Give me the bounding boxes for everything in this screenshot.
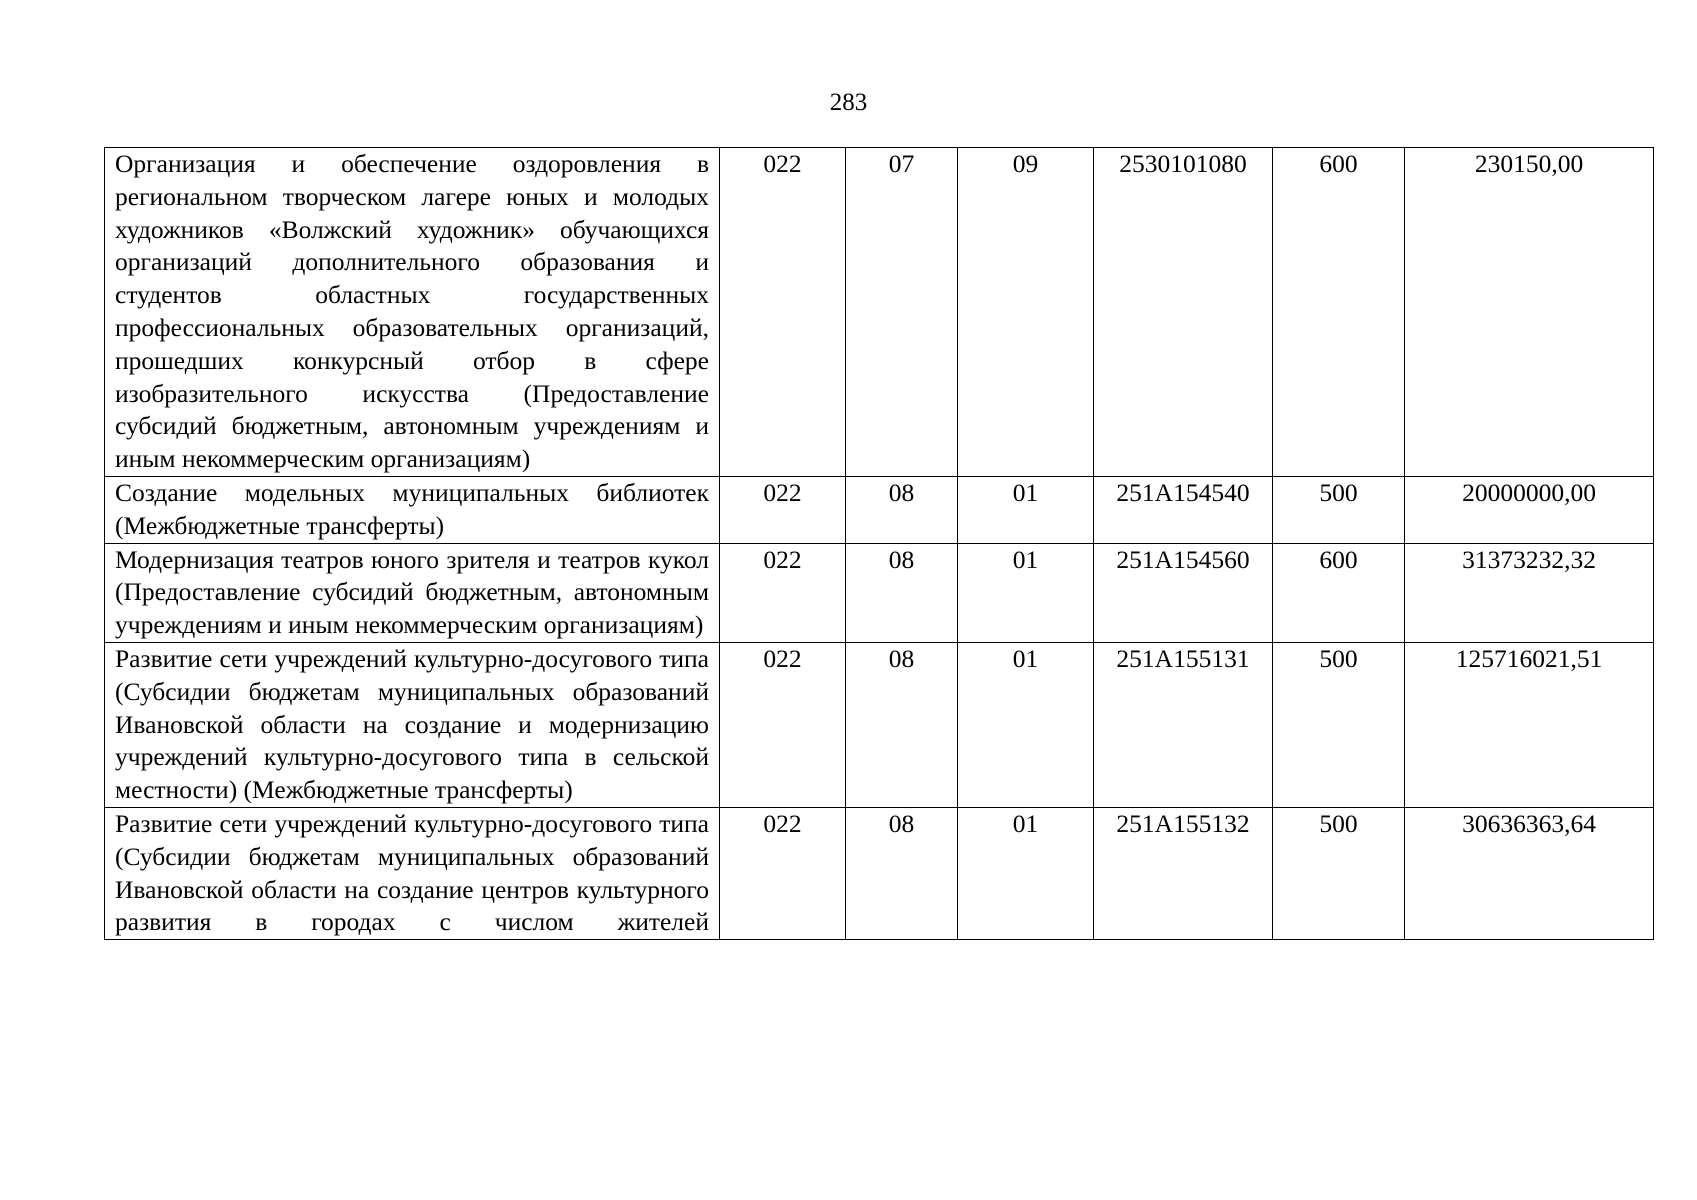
page-number: 283	[829, 89, 868, 116]
amount: 31373232,32	[1405, 543, 1654, 642]
table-row	[105, 807, 1654, 939]
table-row	[105, 642, 1654, 807]
target-article-code: 251A155131	[1094, 642, 1273, 807]
amount: 20000000,00	[1405, 476, 1654, 543]
row-name: Организация и обеспечение оздоровления в региональном творческом лагере юных и молодых художников «Волжский художник» обучающихся организаций дополнительного образования и студентов областных государственных профессиональных образовательных организаций, прошедших конкурсный отбор в сфере изобразительного искусства (Предоставление субсидий бюджетным, автономным учреждениям и иным некоммерческим организациям)	[105, 148, 720, 477]
table-row	[105, 543, 1654, 642]
section-code: 07	[846, 148, 958, 477]
ministry-code: 022	[720, 543, 846, 642]
subsection-code: 09	[958, 148, 1094, 477]
row-name-cell	[105, 807, 720, 939]
row-name: Модернизация театров юного зрителя и театров кукол (Предоставление субсидий бюджетным, автономным учреждениям и иным некоммерческим организациям)	[105, 543, 720, 642]
row-name: Развитие сети учреждений культурно-досугового типа (Субсидии бюджетам муниципальных образований Ивановской области на создание и модернизацию учреждений культурно-досугового типа в сельской местности) (Межбюджетные трансферты)	[105, 642, 720, 807]
amount: 30636363,64	[1405, 807, 1654, 939]
subsection-code: 01	[958, 642, 1094, 807]
expense-type-code: 500	[1273, 476, 1405, 543]
table-row	[105, 476, 1654, 543]
expense-type-code: 600	[1273, 543, 1405, 642]
ministry-code: 022	[720, 148, 846, 477]
target-article-code: 2530101080	[1094, 148, 1273, 477]
section-code: 08	[846, 642, 958, 807]
ministry-code: 022	[720, 807, 846, 939]
amount: 230150,00	[1405, 148, 1654, 477]
ministry-code: 022	[720, 642, 846, 807]
budget-table	[104, 147, 1654, 940]
row-name: Создание модельных муниципальных библиотек (Межбюджетные трансферты)	[105, 476, 720, 543]
subsection-code: 01	[958, 543, 1094, 642]
target-article-code: 251A154540	[1094, 476, 1273, 543]
subsection-code: 01	[958, 807, 1094, 939]
amount: 125716021,51	[1405, 642, 1654, 807]
expense-type-code: 500	[1273, 807, 1405, 939]
ministry-code: 022	[720, 476, 846, 543]
expense-type-code: 600	[1273, 148, 1405, 477]
section-code: 08	[846, 807, 958, 939]
section-code: 08	[846, 476, 958, 543]
expense-type-code: 500	[1273, 642, 1405, 807]
subsection-code: 01	[958, 476, 1094, 543]
table-row	[105, 148, 1654, 477]
section-code: 08	[846, 543, 958, 642]
target-article-code: 251A154560	[1094, 543, 1273, 642]
row-name: Развитие сети учреждений культурно-досугового типа (Субсидии бюджетам муниципальных образований Ивановской области на создание центров культурного развития в городах с числом жителей	[115, 808, 709, 937]
target-article-code: 251A155132	[1094, 807, 1273, 939]
